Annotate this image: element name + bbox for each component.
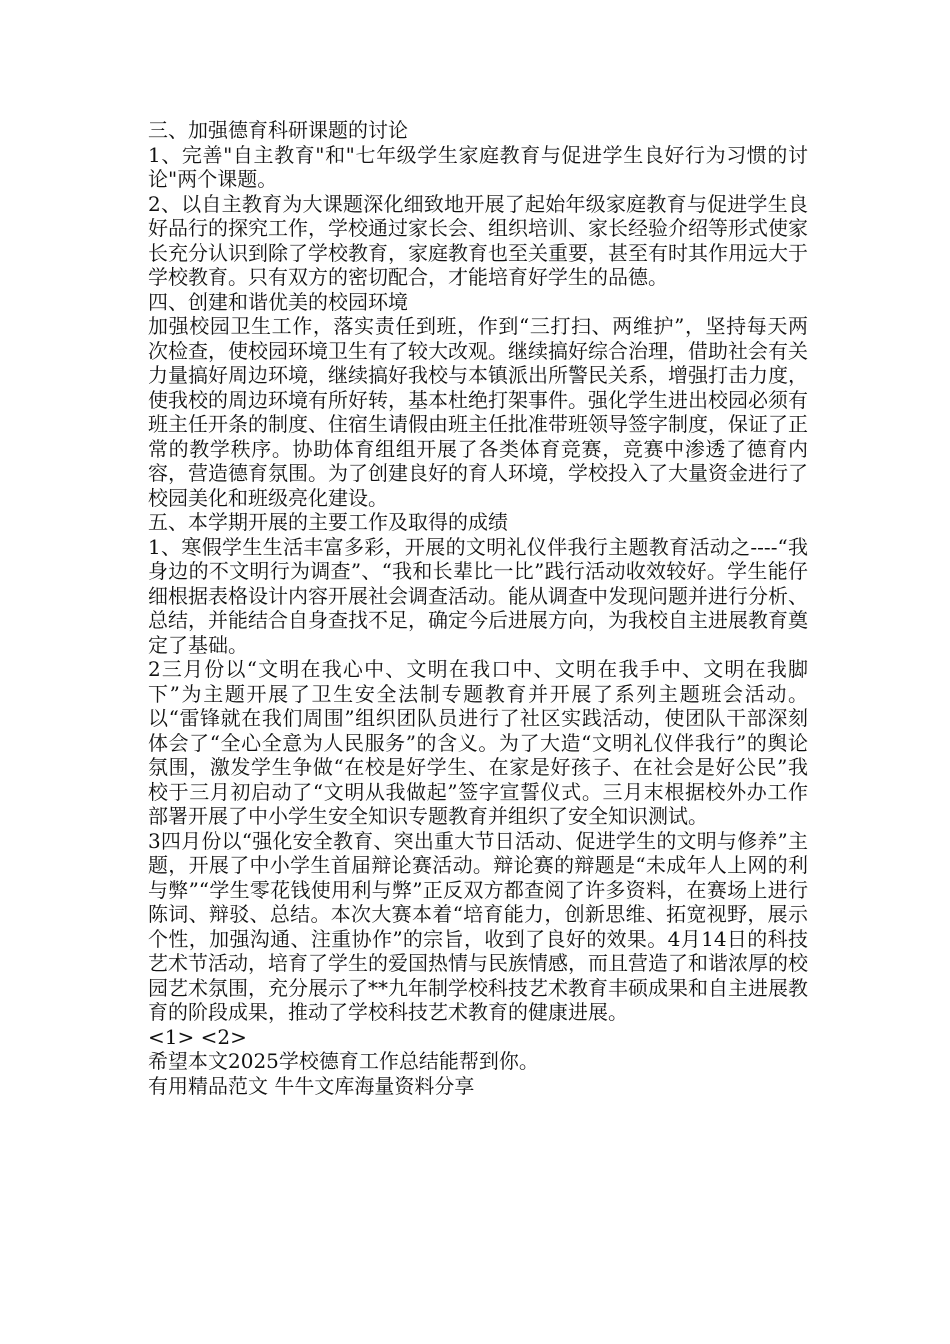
paragraph-3-2: 2、以自主教育为大课题深化细致地开展了起始年级家庭教育与促进学生良好品行的探究工作，学校通过家长会、组织培训、家长经验介绍等形式使家长充分认识到除了学校教育，家庭教育也至关重要，甚至有时其作用远大于学校教育。只有双方的密切配合，才能培育好学生的品德。	[148, 191, 808, 289]
paragraph-5-3: 3四月份以“强化安全教育、突出重大节日活动、促进学生的文明与修养”主题，开展了中小学生首届辩论赛活动。辩论赛的辩题是“未成年人上网的利与弊”“学生零花钱使用利与弊”正反双方都查阅了许多资料，在赛场上进行陈词、辩驳、总结。本次大赛本着“培育能力，创新思维、拓宽视野，展示个性，加强沟通、注重协作”的宗旨，收到了良好的效果。4月14日的科技艺术节活动，培育了学生的爱国热情与民族情感，而且营造了和谐浓厚的校园艺术氛围，充分展示了**九年制学校科技艺术教育丰硕成果和自主进展教育的阶段成果，推动了学校科技艺术教育的健康进展。	[148, 828, 808, 1024]
section-heading-3: 三、加强德育科研课题的讨论	[148, 118, 408, 142]
paragraph-3-1: 1、完善"自主教育"和"七年级学生家庭教育与促进学生良好行为习惯的讨论"两个课题。	[148, 142, 808, 191]
paragraph-5-2: 2三月份以“文明在我心中、文明在我口中、文明在我手中、文明在我脚下”为主题开展了卫生安全法制专题教育并开展了系列主题班会活动。以“雷锋就在我们周围”组织团队员进行了社区实践活动，使团队干部深刻体会了“全心全意为人民服务”的含义。为了大造“文明礼仪伴我行”的舆论氛围，激发学生争做“在校是好学生、在家是好孩子、在社会是好公民”我校于三月初启动了“文明从我做起”签字宣誓仪式。三月末根据校外办工作部署开展了中小学生安全知识专题教育并组织了安全知识测试。	[148, 657, 808, 828]
paragraph-4-1: 加强校园卫生工作，落实责任到班，作到“三打扫、两维护”，坚持每天两次检查，使校园环境卫生有了较大改观。继续搞好综合治理，借助社会有关力量搞好周边环境，继续搞好我校与本镇派出所警民关系，增强打击力度，使我校的周边环境有所好转，基本杜绝打架事件。强化学生进出校园必须有班主任开条的制度、住宿生请假由班主任批准带班领导签字制度，保证了正常的教学秩序。协助体育组组开展了各类体育竞赛，竞赛中渗透了德育内容，营造德育氛围。为了创建良好的育人环境，学校投入了大量资金进行了校园美化和班级亮化建设。	[148, 314, 808, 510]
paragraph-5-1: 1、寒假学生生活丰富多彩，开展的文明礼仪伴我行主题教育活动之----“我身边的不文明行为调查”、“我和长辈比一比”践行活动收效较好。学生能仔细根据表格设计内容开展社会调查活动。能从调查中发现问题并进行分析、总结，并能结合自身查找不足，确定今后进展方向，为我校自主进展教育奠定了基础。	[148, 534, 808, 657]
document-page	[148, 118, 808, 1098]
footer-text: 有用精品范文 牛牛文库海量资料分享	[148, 1073, 475, 1098]
page-links[interactable]: <1> <2>	[148, 1024, 247, 1049]
section-heading-5: 五、本学期开展的主要工作及取得的成绩	[148, 510, 508, 534]
section-heading-4: 四、创建和谐优美的校园环境	[148, 289, 408, 314]
closing-text: 希望本文2025学校德育工作总结能帮到你。	[148, 1049, 539, 1073]
